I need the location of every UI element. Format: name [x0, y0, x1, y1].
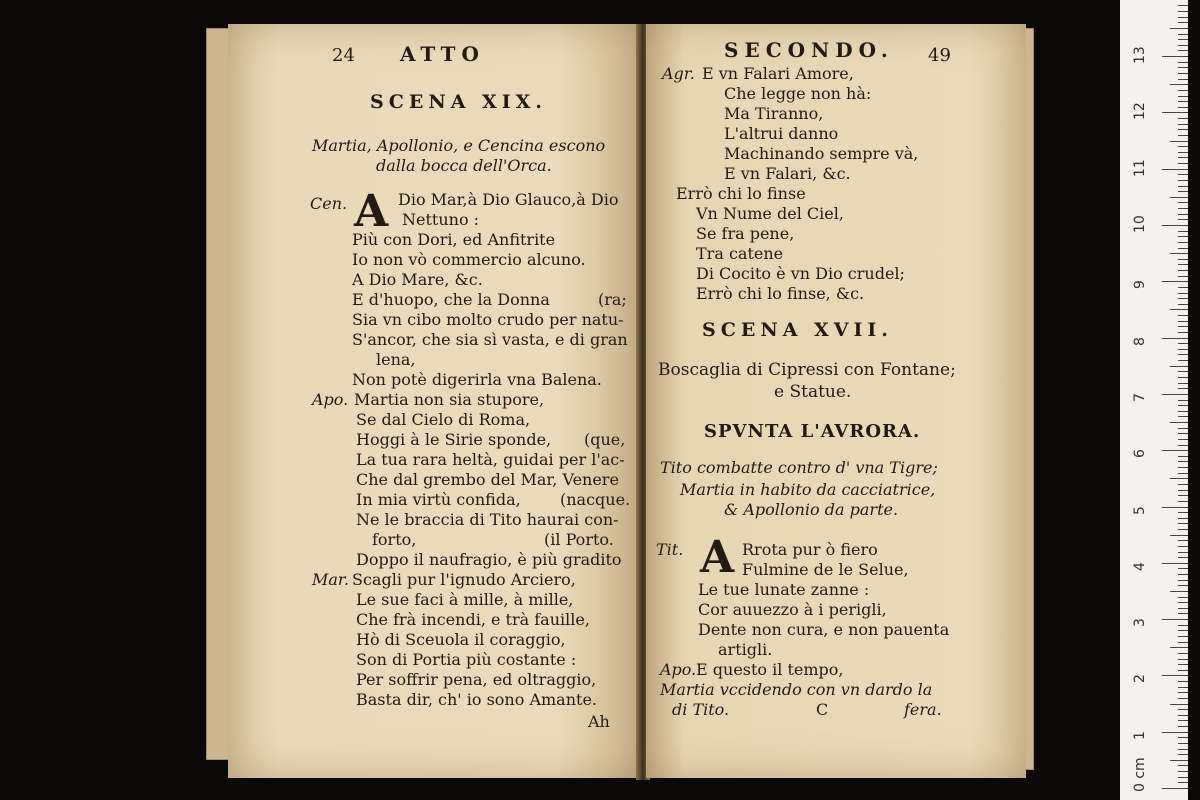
verse-line: Che legge non hà: [724, 84, 872, 103]
ruler-tick [1178, 597, 1188, 598]
ruler-tick [1178, 304, 1188, 305]
verse-line: Errò chi lo finse [676, 184, 806, 203]
ruler-tick [1178, 343, 1188, 344]
ruler-tick [1170, 84, 1188, 85]
ruler-tick [1178, 236, 1188, 237]
verse-line: Vn Nume del Ciel, [696, 204, 844, 223]
ruler-label: 7 [1132, 392, 1148, 402]
ruler-tick [1162, 507, 1188, 508]
ruler-tick [1178, 5, 1188, 6]
line-tail: (que, [584, 430, 626, 449]
ruler-tick [1178, 664, 1188, 665]
ruler-tick [1178, 580, 1188, 581]
ruler-tick [1178, 62, 1188, 63]
left-page-number: 24 [332, 45, 355, 66]
right-page-number: 49 [928, 45, 951, 66]
ruler-tick [1178, 490, 1188, 491]
ruler-tick [1178, 439, 1188, 440]
ruler-tick [1178, 214, 1188, 215]
ruler-tick [1178, 332, 1188, 333]
ruler-tick [1178, 568, 1188, 569]
verse-line: Non potè digerirla vna Balena. [352, 370, 602, 389]
ruler-tick [1162, 112, 1188, 113]
ruler-tick [1162, 619, 1188, 620]
ruler-tick [1178, 96, 1188, 97]
ruler-tick [1178, 377, 1188, 378]
ruler-tick [1162, 281, 1188, 282]
left-running-head: ATTO [400, 42, 485, 66]
ruler-label: 9 [1132, 280, 1148, 290]
ruler-tick [1178, 101, 1188, 102]
left-page [228, 24, 640, 778]
ruler-tick [1178, 467, 1188, 468]
ruler-label: 6 [1132, 449, 1148, 459]
ruler-tick [1170, 478, 1188, 479]
line-tail: (ra; [598, 290, 627, 309]
verse-line: Io non vò commercio alcuno. [352, 250, 586, 269]
ruler-tick [1178, 34, 1188, 35]
ruler-tick [1162, 169, 1188, 170]
verse-line: Per soffrir pena, ed oltraggio, [356, 670, 597, 689]
verse-line: Di Cocito è vn Dio crudel; [696, 264, 905, 283]
verse-line: Scagli pur l'ignudo Arciero, [352, 570, 576, 589]
ruler-tick [1178, 636, 1188, 637]
speaker-mar: Mar. [312, 570, 349, 589]
ruler-tick [1178, 388, 1188, 389]
dawn-title: SPVNTA L'AVRORA. [704, 421, 921, 442]
ruler-tick [1162, 225, 1188, 226]
ruler-tick [1178, 416, 1188, 417]
verse-line: A Dio Mare, &c. [352, 270, 483, 289]
verse-line: Le tue lunate zanne : [698, 580, 870, 599]
verse-line: In mia virtù confida, [356, 490, 521, 509]
ruler-tick [1178, 242, 1188, 243]
line-tail: (nacque. [560, 490, 631, 509]
ruler-tick [1178, 613, 1188, 614]
speaker-tit: Tit. [656, 540, 684, 559]
ruler-tick [1178, 39, 1188, 40]
ruler-tick [1162, 450, 1188, 451]
verse-line: E vn Falari Amore, [702, 64, 854, 83]
ruler-label: 5 [1132, 505, 1148, 515]
right-stage-direction-2: Martia in habito da cacciatrice, [680, 480, 936, 499]
ruler-tick [1170, 647, 1188, 648]
ruler-label: 4 [1132, 561, 1148, 571]
ruler-tick [1178, 771, 1188, 772]
ruler-tick [1178, 653, 1188, 654]
ruler-tick [1178, 371, 1188, 372]
ruler-tick [1178, 445, 1188, 446]
left-drop-cap: A [354, 186, 389, 237]
ruler-label: 8 [1132, 336, 1148, 346]
right-stage-direction-3: & Apollonio da parte. [724, 500, 899, 519]
ruler-tick [1178, 715, 1188, 716]
ruler-tick [1162, 563, 1188, 564]
ruler-label: 13 [1132, 46, 1148, 65]
verse-line: Martia non sia stupore, [354, 390, 545, 409]
ruler-tick [1178, 163, 1188, 164]
ruler-tick [1178, 129, 1188, 130]
ruler-tick [1162, 732, 1188, 733]
verse-line: artigli. [718, 640, 773, 659]
ruler-tick [1178, 433, 1188, 434]
ruler-tick [1178, 90, 1188, 91]
right-page [646, 24, 1026, 778]
ruler-tick [1178, 456, 1188, 457]
ruler-tick [1178, 782, 1188, 783]
ruler-tick [1178, 687, 1188, 688]
final-direction: Martia vccidendo con vn dardo la [660, 680, 933, 699]
ruler-tick [1178, 287, 1188, 288]
ruler-tick [1178, 326, 1188, 327]
ruler-tick [1178, 749, 1188, 750]
ruler-tick [1178, 231, 1188, 232]
ruler-label: 2 [1132, 674, 1148, 684]
left-stage-direction-2: dalla bocca dell'Orca. [376, 156, 552, 175]
ruler-tick [1170, 760, 1188, 761]
ruler-tick [1178, 743, 1188, 744]
verse-line: Cor auuezzo à i perigli, [698, 600, 887, 619]
ruler-tick [1178, 529, 1188, 530]
line-tail: (il Porto. [544, 530, 614, 549]
measuring-ruler [1120, 0, 1188, 800]
speaker-apo: Apo. [312, 390, 349, 409]
right-drop-cap: A [700, 532, 735, 583]
verse-line: Le sue faci à mille, à mille, [356, 590, 574, 609]
ruler-tick [1170, 535, 1188, 536]
ruler-tick [1178, 118, 1188, 119]
ruler-tick [1162, 338, 1188, 339]
ruler-tick [1178, 585, 1188, 586]
ruler-tick [1178, 259, 1188, 260]
ruler-tick [1178, 45, 1188, 46]
ruler-tick [1178, 720, 1188, 721]
ruler-tick [1178, 208, 1188, 209]
ruler-tick [1178, 11, 1188, 12]
speaker-agr: Agr. [662, 64, 695, 83]
verse-line: E questo il tempo, [696, 660, 844, 679]
catchword: Ah [588, 712, 610, 731]
right-stage-direction-1: Tito combatte contro d' vna Tigre; [660, 458, 938, 477]
verse-line: Machinando sempre và, [724, 144, 919, 163]
ruler-tick [1178, 405, 1188, 406]
verse-line: Se dal Cielo di Roma, [356, 410, 531, 429]
ruler-tick [1178, 659, 1188, 660]
ruler-tick [1170, 309, 1188, 310]
ruler-tick [1178, 501, 1188, 502]
ruler-tick [1178, 383, 1188, 384]
ruler-tick [1178, 602, 1188, 603]
verse-line: forto, [372, 530, 417, 549]
ruler-tick [1178, 552, 1188, 553]
ruler-tick [1178, 124, 1188, 125]
ruler-tick [1178, 765, 1188, 766]
final-line-left: di Tito. [672, 700, 730, 719]
verse-line: Sia vn cibo molto crudo per natu- [352, 310, 624, 329]
ruler-tick [1178, 777, 1188, 778]
ruler-tick [1178, 360, 1188, 361]
verse-line: Dente non cura, e non pauenta [698, 620, 950, 639]
ruler-tick [1162, 56, 1188, 57]
ruler-tick [1178, 754, 1188, 755]
ruler-tick [1178, 191, 1188, 192]
ruler-tick [1178, 540, 1188, 541]
right-scene-title: SCENA XVII. [702, 319, 893, 341]
ruler-tick [1178, 202, 1188, 203]
ruler-tick [1178, 692, 1188, 693]
ruler-tick [1178, 219, 1188, 220]
ruler-tick [1178, 276, 1188, 277]
verse-line: Basta dir, ch' io sono Amante. [356, 690, 597, 709]
ruler-tick [1178, 461, 1188, 462]
left-scene-title: SCENA XIX. [370, 91, 548, 113]
ruler-label: 11 [1132, 158, 1148, 177]
ruler-tick [1178, 737, 1188, 738]
verse-line: Doppo il naufragio, è più gradito [356, 550, 622, 569]
verse-line: Hoggi à le Sirie sponde, [356, 430, 552, 449]
speaker-cen: Cen. [310, 194, 348, 213]
ruler-tick [1178, 157, 1188, 158]
ruler-tick [1178, 270, 1188, 271]
verse-line: Se fra pene, [696, 224, 795, 243]
ruler-label: 12 [1132, 102, 1148, 121]
ruler-tick [1178, 146, 1188, 147]
ruler-tick [1162, 788, 1188, 789]
ruler-tick [1178, 135, 1188, 136]
verse-line: Errò chi lo finse, &c. [696, 284, 865, 303]
verse-line: Son di Portia più costante : [356, 650, 577, 669]
ruler-label: 3 [1132, 618, 1148, 628]
ruler-tick [1178, 349, 1188, 350]
ruler-tick [1178, 67, 1188, 68]
ruler-tick [1178, 73, 1188, 74]
ruler-tick [1178, 546, 1188, 547]
verse-line: Che dal grembo del Mar, Venere [356, 470, 619, 489]
ruler-tick [1178, 400, 1188, 401]
ruler-tick [1178, 174, 1188, 175]
verse-line: Che frà incendi, e trà fauille, [356, 610, 590, 629]
verse-line: Tra catene [696, 244, 784, 263]
ruler-tick [1170, 28, 1188, 29]
ruler-tick [1178, 608, 1188, 609]
ruler-tick [1178, 17, 1188, 18]
ruler-tick [1170, 704, 1188, 705]
verse-line: Fulmine de le Selue, [742, 560, 909, 579]
signature-mark: C [816, 700, 829, 719]
ruler-tick [1178, 315, 1188, 316]
ruler-tick [1178, 473, 1188, 474]
ruler-tick [1170, 366, 1188, 367]
verse-line: Nettuno : [402, 210, 480, 229]
ruler-tick [1178, 630, 1188, 631]
ruler-tick [1178, 50, 1188, 51]
verse-line: La tua rara heltà, guidai per l'ac- [356, 450, 625, 469]
open-book [198, 4, 1038, 790]
ruler-tick [1178, 293, 1188, 294]
ruler-tick [1178, 726, 1188, 727]
ruler-tick [1178, 264, 1188, 265]
ruler-tick [1178, 512, 1188, 513]
ruler-label: 10 [1132, 215, 1148, 233]
ruler-tick [1178, 670, 1188, 671]
ruler-tick [1178, 79, 1188, 80]
ruler-tick [1178, 574, 1188, 575]
verse-line: E d'huopo, che la Donna [352, 290, 550, 309]
ruler-tick [1178, 248, 1188, 249]
right-running-head: SECONDO. [724, 38, 894, 62]
verse-line: Dio Mar,à Dio Glauco,à Dio [398, 190, 619, 209]
ruler-tick [1178, 625, 1188, 626]
ruler-tick [1170, 197, 1188, 198]
ruler-tick [1178, 518, 1188, 519]
ruler-label: 1 [1132, 730, 1148, 740]
ruler-tick [1178, 321, 1188, 322]
ruler-tick [1178, 495, 1188, 496]
ruler-tick [1170, 253, 1188, 254]
ruler-tick [1178, 557, 1188, 558]
ruler-tick [1170, 141, 1188, 142]
ruler-tick [1178, 22, 1188, 23]
ruler-tick [1162, 394, 1188, 395]
verse-line: Hò di Sceuola il coraggio, [356, 630, 566, 649]
ruler-tick [1178, 180, 1188, 181]
ruler-tick [1170, 422, 1188, 423]
ruler-tick [1178, 681, 1188, 682]
ruler-tick [1178, 428, 1188, 429]
ruler-tick [1178, 484, 1188, 485]
left-stage-direction-1: Martia, Apollonio, e Cencina escono [312, 136, 606, 155]
verse-line: Più con Dori, ed Anfitrite [352, 230, 556, 249]
verse-line: E vn Falari, &c. [724, 164, 851, 183]
setting-line-1: Boscaglia di Cipressi con Fontane; [658, 360, 956, 380]
ruler-tick [1178, 298, 1188, 299]
ruler-tick [1178, 709, 1188, 710]
ruler-tick [1178, 107, 1188, 108]
ruler-label: 0 cm [1132, 757, 1148, 792]
ruler-tick [1178, 354, 1188, 355]
ruler-tick [1178, 186, 1188, 187]
verse-line: Ne le braccia di Tito haurai con- [356, 510, 619, 529]
final-line-right: fera. [904, 700, 942, 719]
verse-line: S'ancor, che sia sì vasta, e di gran [352, 330, 628, 349]
ruler-tick [1178, 152, 1188, 153]
verse-line: Ma Tiranno, [724, 104, 824, 123]
verse-line: Rrota pur ò fiero [742, 540, 878, 559]
ruler-tick [1178, 411, 1188, 412]
ruler-tick [1178, 642, 1188, 643]
ruler-tick [1162, 675, 1188, 676]
verse-line: L'altrui danno [724, 124, 839, 143]
speaker-apo-right: Apo. [660, 660, 697, 679]
ruler-tick [1178, 523, 1188, 524]
verse-line: lena, [376, 350, 416, 369]
ruler-tick [1170, 591, 1188, 592]
ruler-tick [1178, 698, 1188, 699]
setting-line-2: e Statue. [774, 382, 852, 402]
